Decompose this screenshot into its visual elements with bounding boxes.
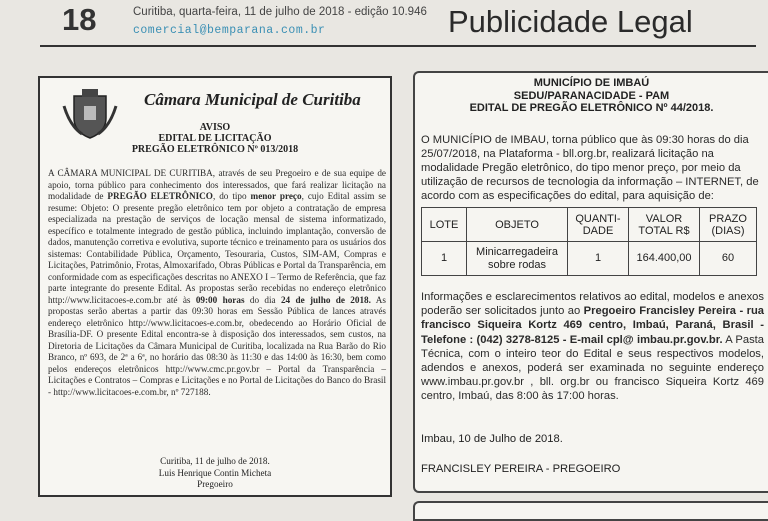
table-cell: Minicarregadeira sobre rodas bbox=[467, 242, 568, 276]
body-bold: 09:00 horas bbox=[195, 294, 245, 305]
notice-signer: FRANCISLEY PEREIRA - PREGOEIRO bbox=[421, 463, 621, 475]
table-header-row bbox=[422, 208, 757, 242]
body-text: , cujo Edital assim se resume: Objeto: O presente pregão eletrônico tem por objeto a contratação de empresa especializada na prestação de serviços de locação mensal de sistema informatizado, específico e totalmente integrado de gestão pública, incluindo implantação, conversão de dados, manutenção corretiva e evolutiva, suporte técnico e treinamento para os usuários dos sistemas: Contabilidade Pública, Orçamento, Tesouraria, Custos, SIM-AM, Compras e Licitações, Patrimônio, Frotas, Almoxarifado, Obras Públicas e Portal da Transparência, em conformidade com as especificações descritas no ANEXO I – Termo de Referência, que faz parte integrante do presente Edital. As propostas serão recebidas no endereço eletrônico http://www.licitacoes-e.com.br até às bbox=[48, 191, 386, 305]
body-text: As propostas serão abertas a partir das 09:30 horas em Sessão Pública de lances através endereço eletrônico http://www.licitacoes-e.com.br, obedecendo ao Horário Oficial de Brasília-DF. O presente Edital encontra-se à disposição dos interessados, sem custos, na Diretoria de Licitações da Câmara Municipal de Curitiba, localizada na Rua Barão do Rio Branco, nº 693, de 2ª a 6ª, no horário das 08:30 às 11:30 e das 14:00 às 16:30, bem como pelos endereços eletrônicos http://www.cmc.pr.gov.br – Portal da Transparência – Licitações e Contratos – Compras e Licitações e no Portal de Licitações do Banco do Brasil - http://www.licitacoes-e.com.br, nº 727188. bbox=[48, 294, 386, 397]
table-cell: 164.400,00 bbox=[629, 242, 700, 276]
body-bold: menor preço bbox=[250, 191, 302, 201]
lot-table bbox=[421, 207, 757, 276]
signer-role: Pregoeiro bbox=[197, 479, 233, 489]
col-header: LOTE bbox=[422, 208, 467, 242]
next-notice-box bbox=[413, 501, 768, 521]
heading-line: PREGÃO ELETRÔNICO Nº 013/2018 bbox=[131, 144, 299, 155]
signer-name: Luis Henrique Contin Micheta bbox=[158, 467, 272, 478]
notice-heading bbox=[40, 122, 390, 155]
col-header: QUANTI- DADE bbox=[568, 208, 629, 242]
body-bold: PREGÃO ELETRÔNICO bbox=[107, 191, 213, 201]
edition-date: Curitiba, quarta-feira, 11 de julho de 2018 - edição 10.946 bbox=[133, 6, 427, 18]
heading-line: MUNICÍPIO DE IMBAÚ bbox=[533, 77, 650, 89]
body-text: A CÂMARA MUNICIPAL DE CURITIBA, através de seu Pregoeiro e de sua equipe de apoio, torna público para conhecimento dos interessados, que fará realizar licitação na modalidade de bbox=[48, 168, 386, 201]
heading-line: AVISO bbox=[199, 122, 231, 133]
heading-line: SEDU/PARANACIDADE - PAM bbox=[513, 89, 670, 102]
notice-heading bbox=[415, 77, 768, 115]
body-text: , do tipo bbox=[212, 191, 251, 201]
table-cell: 1 bbox=[568, 242, 629, 276]
camara-curitiba-notice bbox=[38, 76, 392, 497]
body-text: do dia bbox=[244, 294, 281, 305]
info-text: A Pasta Técnica, com o inteiro teor do Edital e seus respectivos modelos, adendos e anexos, poderá ser examinada no seguinte endereço www.imbau.pr.gov.br , bll. org.br ou francisco Siqueira Kortz 469 centro, Imbaú, das 8:00 às 17:00 horas. bbox=[421, 333, 764, 403]
heading-line: EDITAL DE LICITAÇÃO bbox=[158, 133, 272, 144]
col-header: OBJETO bbox=[467, 208, 568, 242]
organization-name: Câmara Municipal de Curitiba bbox=[144, 90, 361, 109]
table-cell: 60 bbox=[700, 242, 757, 276]
section-title: Publicidade Legal bbox=[448, 4, 693, 39]
sign-date: Curitiba, 11 de julho de 2018. bbox=[160, 456, 270, 466]
signature-block bbox=[40, 456, 390, 491]
notice-date: Imbau, 10 de Julho de 2018. bbox=[421, 433, 563, 445]
notice-info bbox=[421, 290, 764, 404]
body-bold: 24 de julho de 2018. bbox=[280, 294, 371, 305]
col-header: VALOR TOTAL R$ bbox=[629, 208, 700, 242]
contact-email[interactable]: comercial@bemparana.com.br bbox=[133, 24, 326, 37]
header-divider bbox=[40, 45, 756, 47]
info-text: Informações e esclarecimentos relativos ao edital, modelos e anexos poderão ser solicitados junto ao bbox=[421, 291, 764, 318]
notice-body bbox=[48, 168, 386, 398]
contact-bold: Pregoeiro Francisley Pereira - rua francisco Siqueira Kortz 469 centro, Imbaú, Paraná, Brasil - Telefone : (042) 3278-8125 - E-mail cpl@ imbau.pr.gov.br. bbox=[421, 305, 764, 346]
page-number: 18 bbox=[62, 2, 97, 37]
col-header: PRAZO (DIAS) bbox=[700, 208, 757, 242]
heading-line: EDITAL DE PREGÃO ELETRÔNICO Nº 44/2018. bbox=[469, 102, 714, 114]
table-row bbox=[422, 242, 757, 276]
table-cell: 1 bbox=[422, 242, 467, 276]
imbau-notice bbox=[413, 71, 768, 493]
notice-intro: O MUNICÍPIO de IMBAU, torna público que às 09:30 horas do dia 25/07/2018, na Plataforma - bll.org.br, realizará licitação na modalidade Pregão eletrônico, do tipo menor preço, por meio da utilização de recursos de tecnologia da informação – INTERNET, de acordo com as especificações do edital, para aquisição de: bbox=[421, 134, 759, 202]
